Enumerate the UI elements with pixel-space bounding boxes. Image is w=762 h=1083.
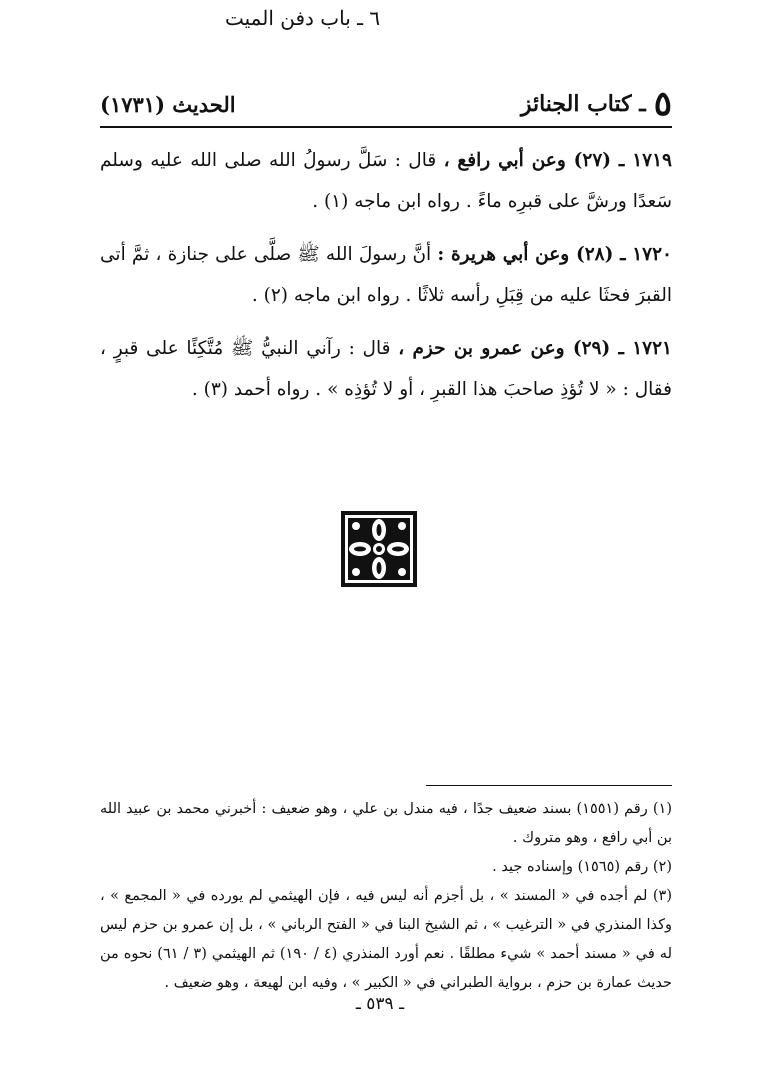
hadith-body: قال : سَلَّ رسولُ الله صلى الله عليه وسلم سَعدًا ورشَّ على قبرِه ماءً . رواه ابن ماجه (١) . [100, 150, 672, 212]
page-header [100, 84, 672, 124]
hadith-number: ١٧١٩ ـ (٢٧) وعن أبي رافع ، [443, 150, 672, 171]
footnotes [100, 795, 672, 998]
chapter-number: ٥ [653, 84, 672, 124]
floral-ornament-icon [340, 510, 418, 588]
hadith-body: قال : رآني النبيُّ ﷺ مُتَّكِئًا على قبرٍ ، فقال : « لا تُؤذِ صاحبَ هذا القبرِ ، أو لا تُؤذِه » . رواه أحمد (٣) . [100, 338, 672, 400]
book-title: ـ كتاب الجنائز [520, 91, 646, 117]
footnote-1: (١) رقم (١٥٥١) بسند ضعيف جدًا ، فيه مندل بن علي ، وهو ضعيف : أخبرني محمد بن عبيد الله بن أبي رافع ، وهو متروك . [100, 801, 672, 846]
hadith-body: أنَّ رسولَ الله ﷺ صلَّى على جنازة ، ثمَّ أتى القبرَ فحثَا عليه من قِبَلِ رأسه ثلاثًا . رواه ابن ماجه (٢) . [100, 244, 672, 306]
header-rule [100, 126, 672, 128]
hadith-number: ١٧٢٠ ـ (٢٨) وعن أبي هريرة : [437, 244, 672, 265]
footnote-3: (٣) لم أجده في « المسند » ، بل أجزم أنه ليس فيه ، فإن الهيثمي لم يورده في « المجمع » ، وكذا المنذري في « الترغيب » ، ثم الشيخ البنا في « الفتح الرباني » ، بل إن عمرو بن حزم ليس له في « مسند أحمد » شيء مطلقًا . نعم أورد المنذري (٤ / ١٩٠) ثم الهيثمي (٣ / ٦١) نحوه من حديث عمارة بن حزم ، برواية الطبراني في « الكبير » ، وفيه ابن لهيعة ، وهو ضعيف . [100, 888, 672, 991]
hadith-range: الحديث (١٧٣١) [100, 91, 236, 117]
hadith-1720 [100, 234, 672, 316]
page-number: ـ ٥٣٩ ـ [355, 994, 405, 1014]
hadith-1721 [100, 328, 672, 410]
hadith-1719 [100, 140, 672, 222]
chapter-title: ٦ ـ باب دفن الميت [225, 6, 381, 30]
hadith-text [100, 140, 672, 422]
footnote-rule [426, 785, 672, 786]
header-book [520, 84, 672, 124]
footnote-2: (٢) رقم (١٥٦٥) وإسناده جيد . [492, 859, 672, 875]
hadith-number: ١٧٢١ ـ (٢٩) وعن عمرو بن حزم ، [398, 338, 672, 359]
